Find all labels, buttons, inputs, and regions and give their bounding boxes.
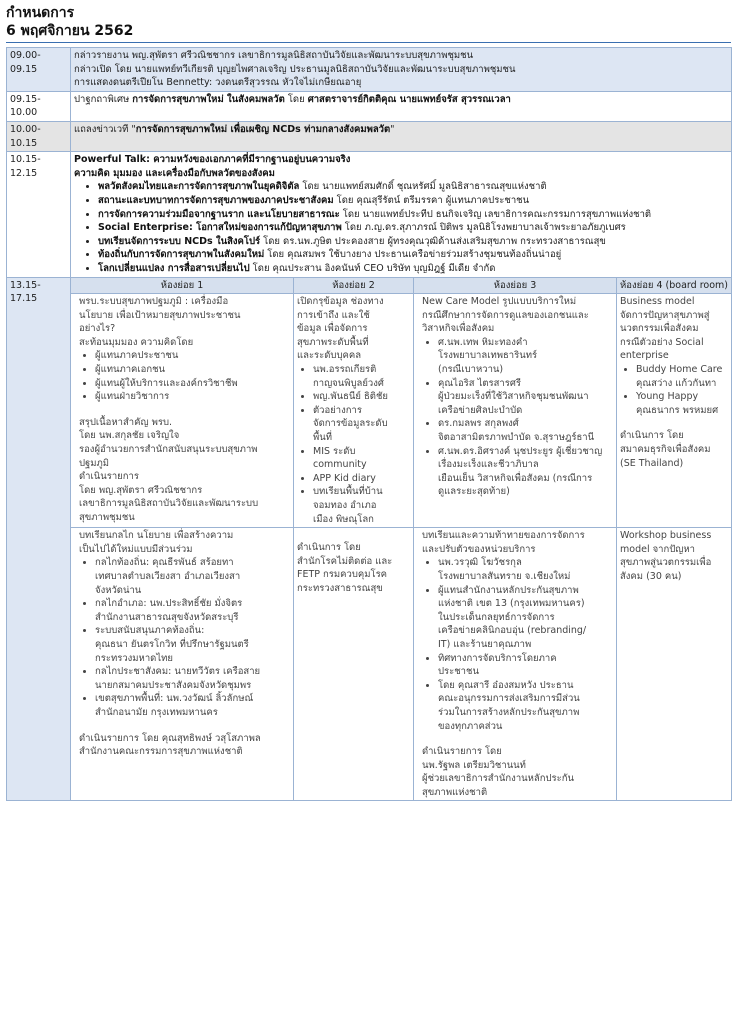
room-2-header: ห้องย่อย 2 [294,277,414,294]
room-2-speaker-list: • นพ.อรรถเกียรติ กาญจนพิบูลย์วงศ์ • พญ.พันธนีย์ ธิติชัย • ตัวอย่างการ จัดการข้อมูลระดับ พื้นที่ • MIS ระดับ community • APP Kid diary • บทเรียนพื้นที่บ้าน จอมทอง อำเภอ เมือง พิษณุโลก [297,363,410,526]
talk-item: • โลกเปลี่ยนแปลง การสื่อสารเปลี่ยนไป โดย คุณประสาน อิงคนันท์ CEO บริษัท บุญมิฎฐ์ มีเดีย จำกัด [98,262,728,276]
talk-item: • บทเรียนจัดการระบบ NCDs ในสิงคโปร์ โดย ดร.นพ.ภูษิต ประคองสาย ผู้ทรงคุณวุฒิด้านส่งเสริมสุขภาพ กระทรวงสาธารณสุข [98,235,728,249]
opening-music: การแสดงดนตรีเปียโน Bennetty: วงดนตรีสุวรรณ หัวใจไม่เกษียณอายุ [74,77,362,89]
page-date: 6 พฤศจิกายน 2562 [6,23,134,39]
room-1-panel-list: • ผู้แทนภาคประชาชน • ผู้แทนภาคเอกชน • ผู้แทนผู้ให้บริการและองค์กรวิชาชีพ • ผู้แทนฝ่ายวิชาการ [79,349,290,403]
room-3-challenge-list: • นพ.วรวุฒิ โฆวัชรกุล โรงพยาบาลสันทราย จ.เชียงใหม่ • ผู้แทนสำนักงานหลักประกันสุขภาพ แห่งชาติ เขต 13 (กรุงเทพมหานคร) ในประเด็นกลยุทธ์การจัดการ เครือข่ายคลินิกอบอุ่น (rebranding/ IT) และร้านยาคุณภาพ • ทิศทางการจัดบริการโดยภาค ประชาชน • โดย คุณสารี อ๋องสมหวัง ประธาน คณะอนุกรรมการส่งเสริมการมีส่วน ร่วมในการสร้างหลักประกันสุขภาพ ของทุกภาคส่วน [422,556,613,733]
press-cell [71,121,732,151]
room-3-header: ห้องย่อย 3 [414,277,617,294]
room-2-session-a: เปิดกรุข้อมูล ช่องทาง การเข้าถึง และใช้ ข้อมูล เพื่อจัดการ สุขภาพระดับพื้นที่ และระดับบุคคล • นพ.อรรถเกียรติ กาญจนพิบูลย์วงศ์ • พญ.พันธนีย์ ธิติชัย • ตัวอย่างการ จัดการข้อมูลระดับ พื้นที่ • MIS ระดับ community • APP Kid diary • บทเรียนพื้นที่บ้าน จอมทอง อำเภอ เมือง พิษณุโลก [294,294,414,528]
room-3-session-a: New Care Model รูปแบบบริการใหม่ กรณีศึกษาการจัดการดูแลของเอกชนและ วิสาหกิจเพื่อสังคม • ศ.นพ.เทพ หิมะทองคำ โรงพยาบาลเทพธารินทร์ (กรณีเบาหวาน) • คุณไอริส ไตรสารศรี ผู้ป่วยมะเร็งที่ใช้วิสาหกิจชุมชนพัฒนา เครือข่ายศิลปะบำบัด • ดร.กมลพร สกุลพงศ์ จิตอาสามิตรภาพบำบัด จ.สุราษฎร์ธานี • ศ.นพ.ดร.อิศรางค์ นุชประยูร ผู้เชี่ยวชาญ เรื่องมะเร็งและชีวาภิบาล เยือนเย็น วิสาหกิจเพื่อสังคม (กรณีการ ดูแลระยะสุดท้าย) [414,294,617,528]
opening-report: กล่าวรายงาน พญ.สุพัตรา ศรีวณิชชากร เลขาธิการมูลนิธิสถาบันวิจัยและพัฒนาระบบสุขภาพชุมชน [74,50,474,61]
keynote-cell [71,91,732,121]
room-1-session-b: บทเรียนกลไก นโยบาย เพื่อสร้างความ เป็นไปได้ใหม่แบบมีส่วนร่วม • กลไกท้องถิ่น: คุณธีรพันธ์ สร้อยทา เทศบาลตำบลเวียงสา อำเภอเวียงสา จังหวัดน่าน • กลไกอำเภอ: นพ.ประสิทธิ์ชัย มั่งจิตร สำนักงานสาธารณสุขจังหวัดสระบุรี • ระบบสนับสนุนภาคท้องถิ่น: คุณธนา ยันตรโกวิท ที่ปรึกษารัฐมนตรี กระทรวงมหาดไทย • กลไกประชาสังคม: นายทวีวัตร เครือสาย นายกสมาคมประชาสังคมจังหวัดชุมพร • เขตสุขภาพพื้นที่: นพ.วงวัฒน์ ลิ้วลักษณ์ สำนักอนามัย กรุงเทพมหานคร ดำเนินรายการ โดย คุณสุทธิพงษ์ วสุโสภาพล สำนักงานคณะกรรมการสุขภาพแห่งชาติ [71,528,294,801]
opening-cell [71,48,732,92]
room-3-speaker-list: • ศ.นพ.เทพ หิมะทองคำ โรงพยาบาลเทพธารินทร์ (กรณีเบาหวาน) • คุณไอริส ไตรสารศรี ผู้ป่วยมะเร็งที่ใช้วิสาหกิจชุมชนพัฒนา เครือข่ายศิลปะบำบัด • ดร.กมลพร สกุลพงศ์ จิตอาสามิตรภาพบำบัด จ.สุราษฎร์ธานี • ศ.นพ.ดร.อิศรางค์ นุชประยูร ผู้เชี่ยวชาญ เรื่องมะเร็งและชีวาภิบาล เยือนเย็น วิสาหกิจเพื่อสังคม (กรณีการ ดูแลระยะสุดท้าย) [422,336,613,499]
row-powerful-talk [7,152,732,277]
time-cell: 09.00-09.15 [7,48,71,92]
room-4-speaker-list: • Buddy Home Care คุณสว่าง แก้วกันทา • Young Happy คุณธนากร พรหมยศ [620,363,728,417]
talk-title-label: Powerful Talk: [74,154,150,166]
page-header [6,4,731,43]
talk-item: • สถานะและบทบาทการจัดการสุขภาพของภาคประชาสังคม โดย คุณสุรีรัตน์ ตรีมรรคา ผู้แทนภาคประชาชน [98,194,728,208]
schedule-table [6,47,732,801]
time-cell: 13.15-17.15 [7,277,71,801]
room-1-session-a: พรบ.ระบบสุขภาพปฐมภูมิ : เครื่องมือ นโยบาย เพื่อเป้าหมายสุขภาพประชาชน อย่างไร? สะท้อนมุมมอง ความคิดโดย • ผู้แทนภาคประชาชน • ผู้แทนภาคเอกชน • ผู้แทนผู้ให้บริการและองค์กรวิชาชีพ • ผู้แทนฝ่ายวิชาการ สรุปเนื้อหาสำคัญ พรบ. โดย นพ.สกุลชัย เจริญใจ รองผู้อำนวยการสำนักสนับสนุนระบบสุขภาพ ปฐมภูมิ ดำเนินรายการ โดย พญ.สุพัตรา ศรีวณิชชากร เลขาธิการมูลนิธิสถาบันวิจัยและพัฒนาระบบ สุขภาพชุมชน [71,294,294,528]
talk-title-rest: ความหวังของเอกภาคที่มีรากฐานอยู่บนความจริง [149,154,351,166]
talk-subtitle: ความคิด มุมมอง และเครื่องมือกับพลวัตของสังคม [74,167,275,179]
talk-item: • พลวัตสังคมไทยและการจัดการสุขภาพในยุคดิจิตัล โดย นายแพทย์สมศักดิ์ ชุณหรัศมิ์ มูลนิธิสาธารณสุขแห่งชาติ [98,180,728,194]
page-title: กำหนดการ [6,5,75,21]
keynote-by: โดย [284,93,308,105]
talk-item: • ท้องถิ่นกับการจัดการสุขภาพในสังคมใหม่ โดย คุณสมพร ใช้บางยาง ประธานเครือข่ายร่วมสร้างชุมชนท้องถิ่นน่าอยู่ [98,248,728,262]
talk-item: • Social Enterprise: โอกาสใหม่ของการแก้ปัญหาสุขภาพ โดย ภ.ญ.ดร.สุภาภรณ์ ปิติพร มูลนิธิโรงพยาบาลเจ้าพระยาอภัยภูเบศร [98,221,728,235]
keynote-topic: การจัดการสุขภาพใหม่ ในสังคมพลวัต [132,93,285,105]
keynote-speaker: ศาสตราจารย์กิตติคุณ นายแพทย์จรัส สุวรรณเวลา [307,93,511,105]
talk-list [74,180,728,275]
row-keynote [7,91,732,121]
time-cell: 10.00-10.15 [7,121,71,151]
row-breakout-session-1 [7,294,732,528]
room-1-header: ห้องย่อย 1 [71,277,294,294]
press-suffix: " [390,123,395,135]
press-topic: การจัดการสุขภาพใหม่ เพื่อเผชิญ NCDs ท่ามกลางสังคมพลวัต [135,123,391,135]
press-prefix: แถลงข่าวเวที " [74,123,136,135]
row-press [7,121,732,151]
row-opening [7,48,732,92]
powerful-talk-cell [71,152,732,277]
opening-speech: กล่าวเปิด โดย นายแพทย์ทวีเกียรติ บุญยไพศาลเจริญ ประธานมูลนิธิสถาบันวิจัยและพัฒนาระบบสุขภาพชุมชน [74,63,516,75]
time-cell: 09.15-10.00 [7,91,71,121]
talk-item: • การจัดการความร่วมมือจากฐานราก และนโยบายสาธารณะ โดย นายแพทย์ประทีป ธนกิจเจริญ เลขาธิการคณะกรรมการสุขภาพแห่งชาติ [98,208,728,222]
room-2-session-b: ดำเนินการ โดย สำนักโรคไม่ติดต่อ และ FETP กรมควบคุมโรค กระทรวงสาธารณสุข [294,528,414,801]
keynote-prefix: ปาฐกถาพิเศษ [74,93,133,105]
room-4-header: ห้องย่อย 4 (board room) [617,277,732,294]
room-3-session-b: บทเรียนและความท้าทายของการจัดการ และปรับตัวของหน่วยบริการ • นพ.วรวุฒิ โฆวัชรกุล โรงพยาบาลสันทราย จ.เชียงใหม่ • ผู้แทนสำนักงานหลักประกันสุขภาพ แห่งชาติ เขต 13 (กรุงเทพมหานคร) ในประเด็นกลยุทธ์การจัดการ เครือข่ายคลินิกอบอุ่น (rebranding/ IT) และร้านยาคุณภาพ • ทิศทางการจัดบริการโดยภาค ประชาชน • โดย คุณสารี อ๋องสมหวัง ประธาน คณะอนุกรรมการส่งเสริมการมีส่วน ร่วมในการสร้างหลักประกันสุขภาพ ของทุกภาคส่วน ดำเนินรายการ โดย นพ.รัฐพล เตรียมวิชานนท์ ผู้ช่วยเลขาธิการสำนักงานหลักประกัน สุขภาพแห่งชาติ [414,528,617,801]
room-1-mechanism-list: • กลไกท้องถิ่น: คุณธีรพันธ์ สร้อยทา เทศบาลตำบลเวียงสา อำเภอเวียงสา จังหวัดน่าน • กลไกอำเภอ: นพ.ประสิทธิ์ชัย มั่งจิตร สำนักงานสาธารณสุขจังหวัดสระบุรี • ระบบสนับสนุนภาคท้องถิ่น: คุณธนา ยันตรโกวิท ที่ปรึกษารัฐมนตรี กระทรวงมหาดไทย • กลไกประชาสังคม: นายทวีวัตร เครือสาย นายกสมาคมประชาสังคมจังหวัดชุมพร • เขตสุขภาพพื้นที่: นพ.วงวัฒน์ ลิ้วลักษณ์ สำนักอนามัย กรุงเทพมหานคร [79,556,290,719]
room-4-session-a: Business model จัดการปัญหาสุขภาพสู่ นวตกรรมเพื่อสังคม กรณีตัวอย่าง Social enterprise • Buddy Home Care คุณสว่าง แก้วกันทา • Young Happy คุณธนากร พรหมยศ ดำเนินการ โดย สมาคมธุรกิจเพื่อสังคม (SE Thailand) [617,294,732,528]
time-cell: 10.15-12.15 [7,152,71,277]
row-breakout-session-2 [7,528,732,801]
room-4-session-b: Workshop business model จากปัญหา สุขภาพสู่นวตกรรมเพื่อ สังคม (30 คน) [617,528,732,801]
row-breakout-header [7,277,732,294]
